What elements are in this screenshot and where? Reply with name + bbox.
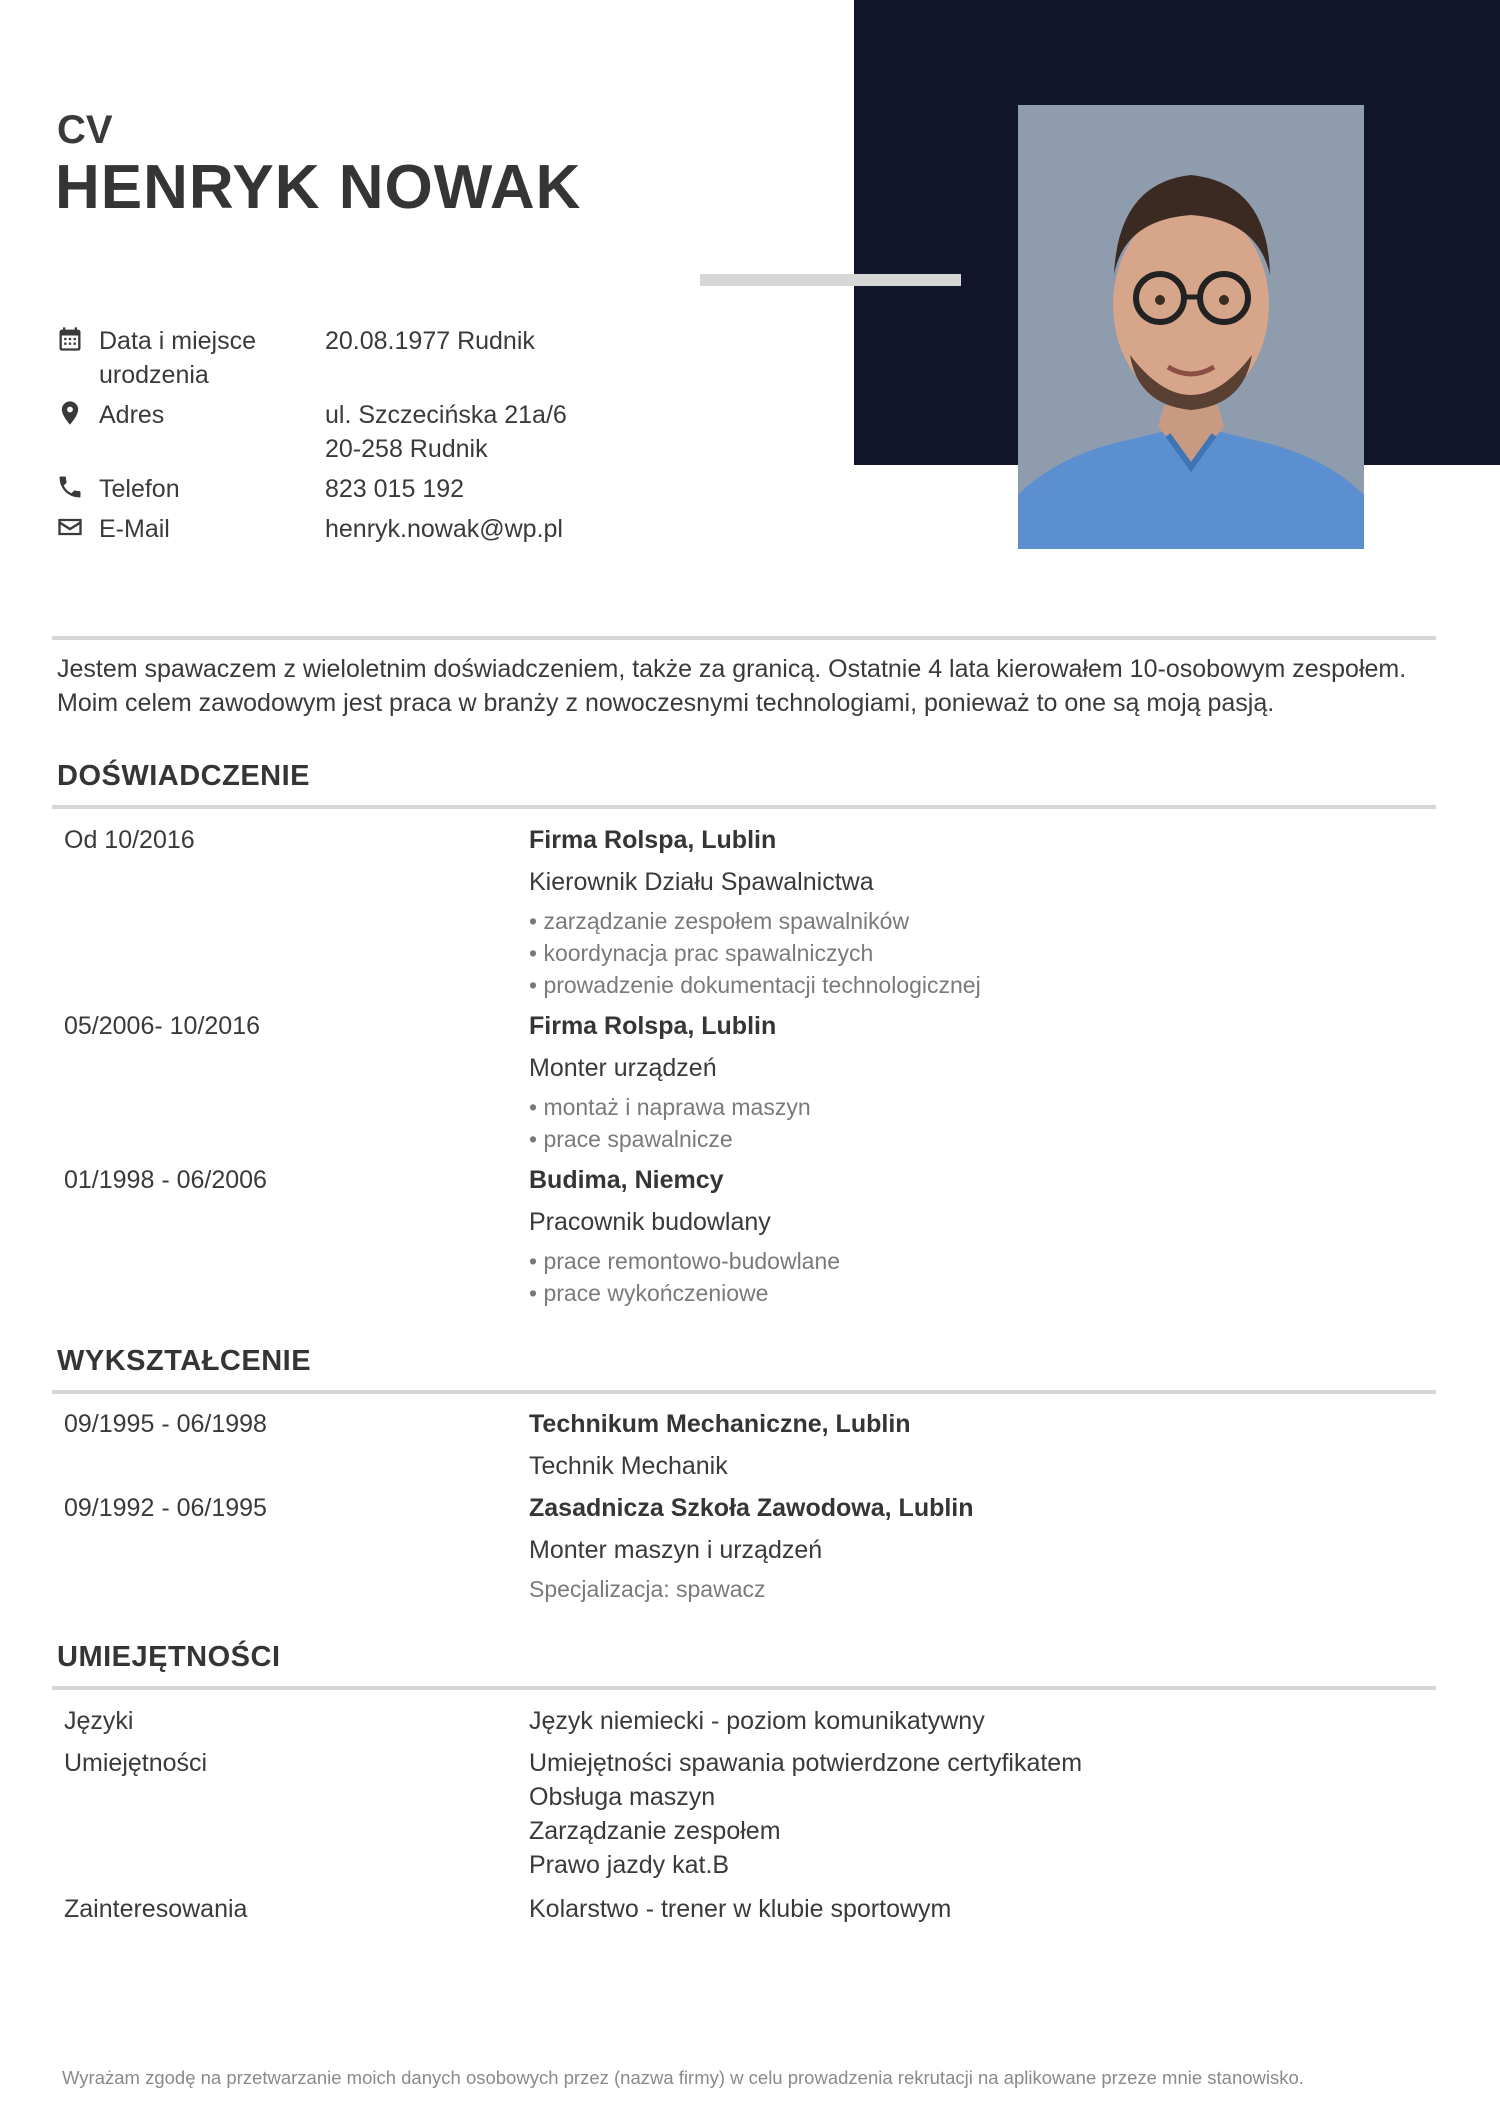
contact-value: 20.08.1977 Rudnik — [325, 327, 535, 355]
email-icon — [56, 512, 84, 542]
list-item: • prace remontowo-budowlane — [529, 1248, 841, 1274]
education-entry — [64, 1407, 1444, 1491]
list-item: • prace wykończeniowe — [529, 1280, 769, 1306]
experience-list — [64, 823, 1444, 1309]
cv-label: CV — [57, 108, 113, 152]
skill-label: Zainteresowania — [64, 1895, 248, 1923]
entry-role: Monter urządzeń — [529, 1054, 717, 1082]
skill-value: Język niemiecki - poziom komunikatywny — [529, 1707, 985, 1735]
entry-body — [529, 1407, 1444, 1483]
contact-row-birth — [56, 324, 656, 392]
skill-value: Umiejętności spawania potwierdzone certyfikatem — [529, 1749, 1083, 1777]
address-line: 20-258 Rudnik — [325, 435, 488, 463]
skill-values — [529, 1892, 1444, 1926]
contact-label: Adres — [99, 401, 165, 429]
entry-date: 09/1992 - 06/1995 — [64, 1494, 267, 1522]
skill-label: Umiejętności — [64, 1749, 208, 1777]
entry-date: Od 10/2016 — [64, 826, 195, 854]
contact-row-email — [56, 512, 656, 546]
list-item: • prace spawalnicze — [529, 1126, 733, 1152]
summary-line: Jestem spawaczem z wieloletnim doświadczeniem, także za granicą. Ostatnie 4 lata kierowałem 10-osobowym zespołem. — [57, 655, 1407, 683]
skill-row — [64, 1746, 1444, 1892]
entry-school: Technikum Mechaniczne, Lublin — [529, 1410, 911, 1438]
divider — [52, 636, 1436, 640]
list-item: • prowadzenie dokumentacji technologicznej — [529, 972, 981, 998]
skill-value: Kolarstwo - trener w klubie sportowym — [529, 1895, 952, 1923]
calendar-icon — [56, 324, 84, 354]
profile-photo — [1018, 105, 1364, 549]
experience-entry — [64, 823, 1444, 1009]
skills-list — [64, 1704, 1444, 1926]
skill-value: Zarządzanie zespołem — [529, 1817, 781, 1845]
address-line: ul. Szczecińska 21a/6 — [325, 401, 567, 429]
skill-value: Prawo jazdy kat.B — [529, 1851, 730, 1879]
contact-email[interactable]: henryk.nowak@wp.pl — [325, 515, 563, 543]
entry-company: Firma Rolspa, Lublin — [529, 1012, 777, 1040]
list-item: • koordynacja prac spawalniczych — [529, 940, 874, 966]
entry-company: Budima, Niemcy — [529, 1166, 724, 1194]
summary-line: Moim celem zawodowym jest praca w branży z nowoczesnymi technologiami, ponieważ to one są moją pasją. — [57, 689, 1275, 717]
experience-entry — [64, 1009, 1444, 1163]
entry-body — [529, 1163, 1444, 1309]
skill-row — [64, 1704, 1444, 1746]
section-title-education: WYKSZTAŁCENIE — [57, 1345, 312, 1377]
entry-duties — [529, 1091, 1444, 1155]
contact-value — [325, 398, 567, 466]
contact-row-address — [56, 398, 656, 466]
contact-label: E-Mail — [99, 515, 170, 543]
divider — [52, 1390, 1436, 1394]
gdpr-consent-clause: Wyrażam zgodę na przetwarzanie moich danych osobowych przez (nazwa firmy) w celu prowadzenia rekrutacji na aplikowane przeze mnie stanowisko. — [62, 2067, 1304, 2088]
entry-duties — [529, 1245, 1444, 1309]
contact-value: 823 015 192 — [325, 475, 465, 503]
divider — [52, 1686, 1436, 1690]
education-entry — [64, 1491, 1444, 1605]
entry-specialization: Specjalizacja: spawacz — [529, 1576, 766, 1602]
profile-summary — [57, 652, 1457, 720]
skill-value: Obsługa maszyn — [529, 1783, 716, 1811]
entry-body — [529, 823, 1444, 1001]
entry-role: Pracownik budowlany — [529, 1208, 771, 1236]
skill-values — [529, 1704, 1444, 1738]
entry-date: 05/2006- 10/2016 — [64, 1012, 261, 1040]
entry-duties — [529, 905, 1444, 1001]
location-pin-icon — [56, 398, 84, 428]
contact-label: Telefon — [99, 475, 180, 503]
skill-row — [64, 1892, 1444, 1926]
entry-date: 09/1995 - 06/1998 — [64, 1410, 267, 1438]
entry-school: Zasadnicza Szkoła Zawodowa, Lublin — [529, 1494, 974, 1522]
contact-row-phone — [56, 472, 656, 506]
accent-bar — [700, 274, 961, 286]
entry-role: Kierownik Działu Spawalnictwa — [529, 868, 874, 896]
phone-icon — [56, 472, 84, 502]
entry-company: Firma Rolspa, Lublin — [529, 826, 777, 854]
skill-values — [529, 1746, 1444, 1882]
skill-label: Języki — [64, 1707, 134, 1735]
list-item: • zarządzanie zespołem spawalników — [529, 908, 910, 934]
entry-degree: Monter maszyn i urządzeń — [529, 1536, 823, 1564]
divider — [52, 805, 1436, 809]
section-title-experience: DOŚWIADCZENIE — [57, 760, 310, 792]
section-title-skills: UMIEJĘTNOŚCI — [57, 1641, 281, 1673]
contact-info — [56, 324, 656, 552]
entry-body — [529, 1491, 1444, 1605]
list-item: • montaż i naprawa maszyn — [529, 1094, 811, 1120]
education-list — [64, 1407, 1444, 1605]
entry-degree: Technik Mechanik — [529, 1452, 728, 1480]
candidate-name: HENRYK NOWAK — [55, 153, 582, 222]
entry-date: 01/1998 - 06/2006 — [64, 1166, 267, 1194]
contact-label: Data i miejsce urodzenia — [99, 327, 256, 389]
entry-body — [529, 1009, 1444, 1155]
experience-entry — [64, 1163, 1444, 1309]
